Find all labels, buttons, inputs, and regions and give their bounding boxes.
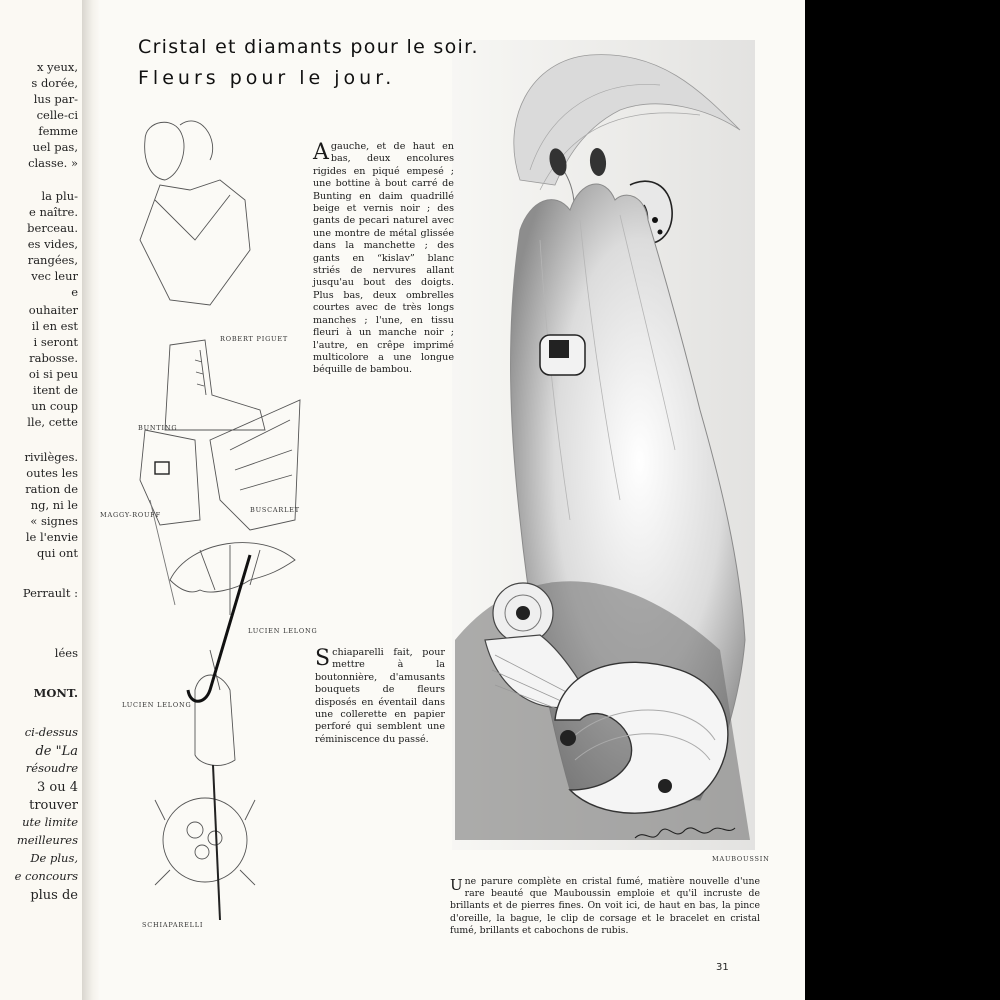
left-page-text-line: outes les bbox=[26, 466, 78, 480]
paragraph-text: ne parure complète en cristal fumé, matière nouvelle d'une rare beauté que Mauboussin emploie et qu'il incruste de brillants et de pierres fines. On voit ici, de haut en bas, la pince d'oreille, la bague, le clip de corsage et le bracelet en cristal fumé, brillants et cabochons de rubis. bbox=[450, 876, 760, 936]
left-page-text-line: uel pas, bbox=[32, 140, 78, 154]
credit-maggy-rouff: MAGGY-ROUFF bbox=[100, 511, 161, 519]
left-page-text-line: 3 ou 4 bbox=[36, 780, 78, 795]
left-page-text-line: celle-ci bbox=[36, 108, 78, 122]
left-page-text-line: résoudre bbox=[25, 761, 78, 775]
page-gutter bbox=[82, 0, 100, 1000]
page-number: 31 bbox=[716, 962, 729, 973]
left-page-text-line: plus de bbox=[30, 888, 78, 903]
left-page-text-line: i seront bbox=[33, 335, 78, 349]
left-page-text-line: rangées, bbox=[27, 253, 78, 267]
left-page-text-line: rivilèges. bbox=[24, 450, 78, 464]
left-page-text-line: rabosse. bbox=[29, 351, 78, 365]
drop-cap: S bbox=[315, 646, 331, 671]
credit-robert-piguet: ROBERT PIGUET bbox=[220, 335, 289, 343]
fashion-sketches bbox=[140, 121, 300, 885]
left-page-text-line: de "La bbox=[35, 744, 78, 759]
left-page-text-line: e naître. bbox=[29, 205, 78, 219]
left-page-text-line: ute limite bbox=[22, 815, 78, 829]
left-page-text-line: la plu- bbox=[41, 189, 78, 203]
left-page-text-line: berceau. bbox=[27, 221, 78, 235]
credit-buscarlet: BUSCARLET bbox=[250, 506, 300, 514]
caption-paragraph-accessories bbox=[313, 141, 454, 377]
left-page-text-line: e bbox=[71, 285, 78, 299]
parasol-sketch-lelong-bamboo bbox=[195, 650, 235, 765]
left-page-text-line: « signes bbox=[30, 514, 78, 528]
left-page-text-line: il en est bbox=[31, 319, 78, 333]
credit-mauboussin: MAUBOUSSIN bbox=[712, 855, 770, 863]
left-page-text-line: De plus, bbox=[30, 851, 78, 865]
drop-cap: A bbox=[313, 140, 329, 165]
left-page-text-line: ration de bbox=[25, 482, 78, 496]
collar-sketch-piguet bbox=[140, 121, 250, 305]
left-page-text-line: lées bbox=[54, 646, 78, 660]
boot-sketch-bunting bbox=[165, 340, 265, 430]
black-parasol-handle bbox=[188, 555, 250, 701]
left-page-text-line: MONT. bbox=[33, 686, 78, 700]
bouquet-sketch-schiaparelli bbox=[155, 798, 255, 885]
left-page-text-line: x yeux, bbox=[37, 60, 78, 74]
mauboussin-jewelry-illustration bbox=[452, 40, 755, 850]
left-page-text-line: ci-dessus bbox=[24, 725, 78, 739]
credit-lucien-lelong-2: LUCIEN LELONG bbox=[122, 701, 192, 709]
page-title-line-2: Fleurs pour le jour. bbox=[138, 67, 396, 89]
bouquet-stem bbox=[213, 765, 220, 920]
credit-schiaparelli: SCHIAPARELLI bbox=[142, 921, 204, 929]
left-page-text-line: e concours bbox=[14, 869, 78, 883]
scan-background-edge bbox=[805, 0, 1000, 1000]
page-title-line-1: Cristal et diamants pour le soir. bbox=[138, 36, 479, 58]
right-page bbox=[100, 0, 805, 1000]
credit-lucien-lelong-1: LUCIEN LELONG bbox=[248, 627, 318, 635]
left-page-text-line: femme bbox=[38, 124, 78, 138]
left-page-text-line: classe. » bbox=[28, 156, 78, 170]
left-page-text-line: trouver bbox=[29, 798, 78, 813]
left-page-text-line: oi si peu bbox=[28, 367, 78, 381]
left-page-text-line: itent de bbox=[33, 383, 78, 397]
left-page-text-line: Perrault : bbox=[22, 586, 78, 600]
left-page-text-line: le l'envie bbox=[25, 530, 78, 544]
left-page-text-line: un coup bbox=[31, 399, 78, 413]
left-page-text-line: ng, ni le bbox=[30, 498, 78, 512]
left-page-text-line: qui ont bbox=[36, 546, 78, 560]
left-page bbox=[0, 0, 82, 1000]
paragraph-text: chiaparelli fait, pour mettre à la boutonnière, d'amusants bouquets de fleurs disposés en éventail dans une collerette en papier perforé qui semblent une réminiscence du passé. bbox=[315, 647, 445, 745]
left-page-text-line: lus par- bbox=[33, 92, 78, 106]
drop-cap: U bbox=[450, 876, 463, 894]
left-page-text-line: meilleures bbox=[16, 833, 78, 847]
left-page-text-line: s dorée, bbox=[31, 76, 78, 90]
left-page-text-line: lle, cette bbox=[27, 415, 78, 429]
caption-paragraph-mauboussin bbox=[450, 876, 760, 937]
left-page-text-line: ouhaiter bbox=[28, 303, 78, 317]
credit-bunting: BUNTING bbox=[138, 424, 178, 432]
left-page-text-line: vec leur bbox=[31, 269, 78, 283]
parasol-sketch-lelong bbox=[150, 500, 295, 615]
paragraph-text: gauche, et de haut en bas, deux encolures rigides en piqué empesé ; une bottine à bout carré de Bunting en daim quadrillé beige et vernis noir ; des gants de pecari naturel avec une montre de métal glissée dans la manchette ; des gants en “kislav” blanc striés de nervures allant jusqu'au bout des doigts. Plus bas, deux ombrelles courtes avec de très longs manches ; l'une, en tissu fleuri à un manche noir ; l'autre, en crêpe imprimé multicolore a une longue béquille de bambou. bbox=[313, 141, 454, 376]
left-page-text-line: es vides, bbox=[27, 237, 78, 251]
caption-paragraph-schiaparelli bbox=[315, 647, 445, 746]
